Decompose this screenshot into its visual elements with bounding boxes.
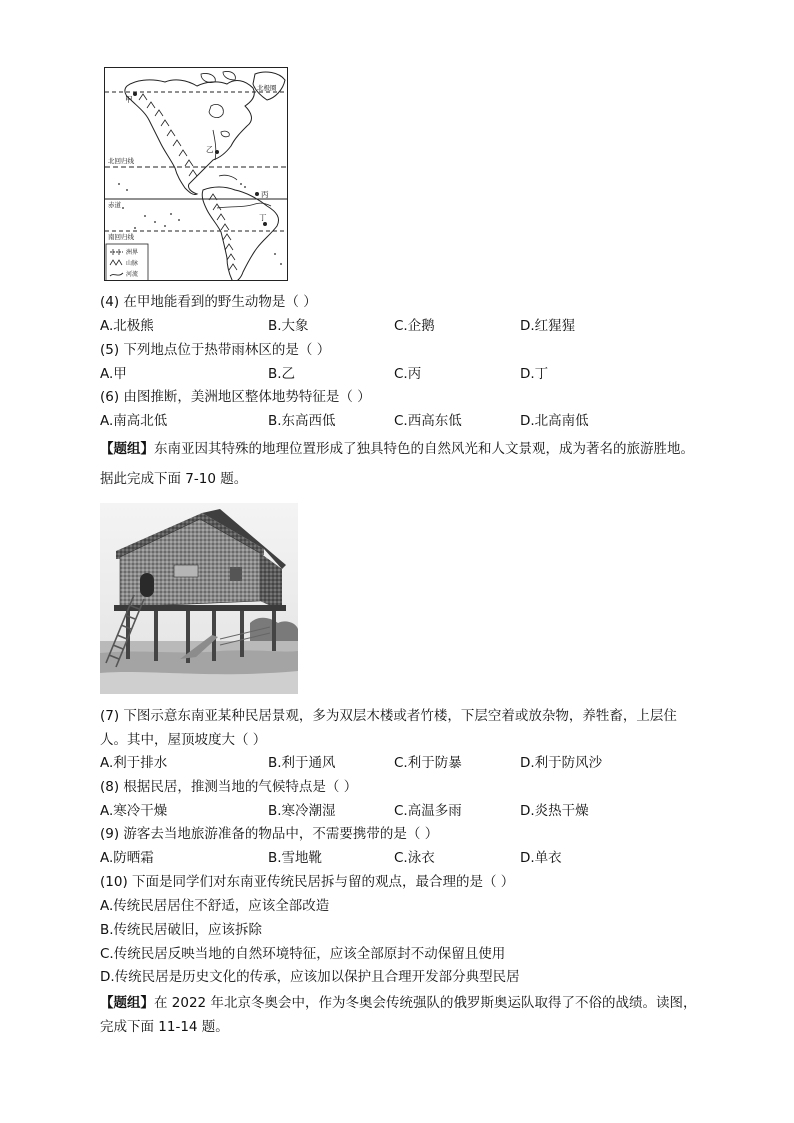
q8-option-c: C.高温多雨 xyxy=(394,803,462,819)
q7-stem: (7) 下图示意东南亚某种民居景观，多为双层木楼或者竹楼，下层空着或放杂物，养牲畜，上层住人。其中，屋顶坡度大（ ） xyxy=(100,708,677,748)
label-arctic-circle: 北极圈 xyxy=(257,84,277,92)
q4-stem: (4) 在甲地能看到的野生动物是（ ） xyxy=(100,294,317,310)
label-tropic-capricorn: 南回归线 xyxy=(108,233,134,241)
q7-option-d: D.利于防风沙 xyxy=(520,755,603,771)
q9-option-d: D.单衣 xyxy=(520,850,562,866)
q5-option-d: D.丁 xyxy=(520,366,549,382)
label-equator: 赤道 xyxy=(108,201,121,209)
q9-option-c: C.泳衣 xyxy=(394,850,435,866)
q10-option-a: A.传统民居居住不舒适，应该全部改造 xyxy=(100,898,330,914)
south-america-outline xyxy=(202,187,278,281)
q10-option-c: C.传统民居反映当地的自然环境特征，应该全部原封不动保留且使用 xyxy=(100,946,506,962)
mountain-symbols xyxy=(139,94,237,270)
q8-option-a: A.寒冷干燥 xyxy=(100,803,168,819)
q8-option-d: D.炎热干燥 xyxy=(520,803,589,819)
legend-mountains: 山脉 xyxy=(126,260,139,267)
group1-tag: 【题组】 xyxy=(100,441,154,457)
q9-stem: (9) 游客去当地旅游准备的物品中，不需要携带的是（ ） xyxy=(100,826,439,842)
stilt-house-photo xyxy=(100,503,298,694)
point-yi xyxy=(215,150,219,154)
group2-text: 在 2022 年北京冬奥会中，作为冬奥会传统强队的俄罗斯奥运队取得了不俗的战绩。读图，完成下面 11-14 题。 xyxy=(100,995,697,1035)
label-tropic-cancer: 北回归线 xyxy=(108,157,134,165)
q6-option-c: C.西高东低 xyxy=(394,413,462,429)
q7-option-b: B.利于通风 xyxy=(268,755,336,771)
q7-option-c: C.利于防暴 xyxy=(394,755,462,771)
q5-option-a: A.甲 xyxy=(100,366,127,382)
group2-intro xyxy=(100,991,700,1039)
q9-option-a: A.防晒霜 xyxy=(100,850,154,866)
q6-option-b: B.东高西低 xyxy=(268,413,336,429)
north-america-outline xyxy=(125,80,254,195)
q4-option-c: C.企鹅 xyxy=(394,318,435,334)
q6-option-d: D.北高南低 xyxy=(520,413,589,429)
q9-option-b: B.雪地靴 xyxy=(268,850,323,866)
q4-option-a: A.北极熊 xyxy=(100,318,154,334)
q6-stem: (6) 由图推断，美洲地区整体地势特征是（ ） xyxy=(100,389,371,405)
q5-stem: (5) 下列地点位于热带雨林区的是（ ） xyxy=(100,342,331,358)
legend-continent-boundary: 洲界 xyxy=(126,249,139,256)
label-yi: 乙 xyxy=(206,145,214,154)
q5-option-b: B.乙 xyxy=(268,366,296,382)
americas-map xyxy=(104,67,288,281)
q4-option-b: B.大象 xyxy=(268,318,309,334)
q6-option-a: A.南高北低 xyxy=(100,413,168,429)
point-jia xyxy=(133,92,137,96)
q5-option-c: C.丙 xyxy=(394,366,422,382)
q10-option-d: D.传统民居是历史文化的传承，应该加以保护且合理开发部分典型民居 xyxy=(100,969,520,985)
group1-text: 东南亚因其特殊的地理位置形成了独具特色的自然风光和人文景观，成为著名的旅游胜地。据此完成下面 7-10 题。 xyxy=(100,441,694,487)
label-ding: 丁 xyxy=(259,213,267,222)
group2-tag: 【题组】 xyxy=(100,995,154,1011)
q8-stem: (8) 根据民居，推测当地的气候特点是（ ） xyxy=(100,779,358,795)
q7-option-a: A.利于排水 xyxy=(100,755,168,771)
group1-intro xyxy=(100,434,700,494)
q10-stem: (10) 下面是同学们对东南亚传统民居拆与留的观点，最合理的是（ ） xyxy=(100,874,515,890)
label-bing: 丙 xyxy=(261,190,269,199)
stilt-house-drawing xyxy=(100,503,298,694)
legend-river: 河流 xyxy=(126,271,139,278)
q4-option-d: D.红猩猩 xyxy=(520,318,576,334)
label-jia: 甲 xyxy=(125,95,133,104)
point-bing xyxy=(255,192,259,196)
q10-option-b: B.传统民居破旧，应该拆除 xyxy=(100,922,263,938)
amazon-river xyxy=(217,203,271,208)
q8-option-b: B.寒冷潮湿 xyxy=(268,803,336,819)
